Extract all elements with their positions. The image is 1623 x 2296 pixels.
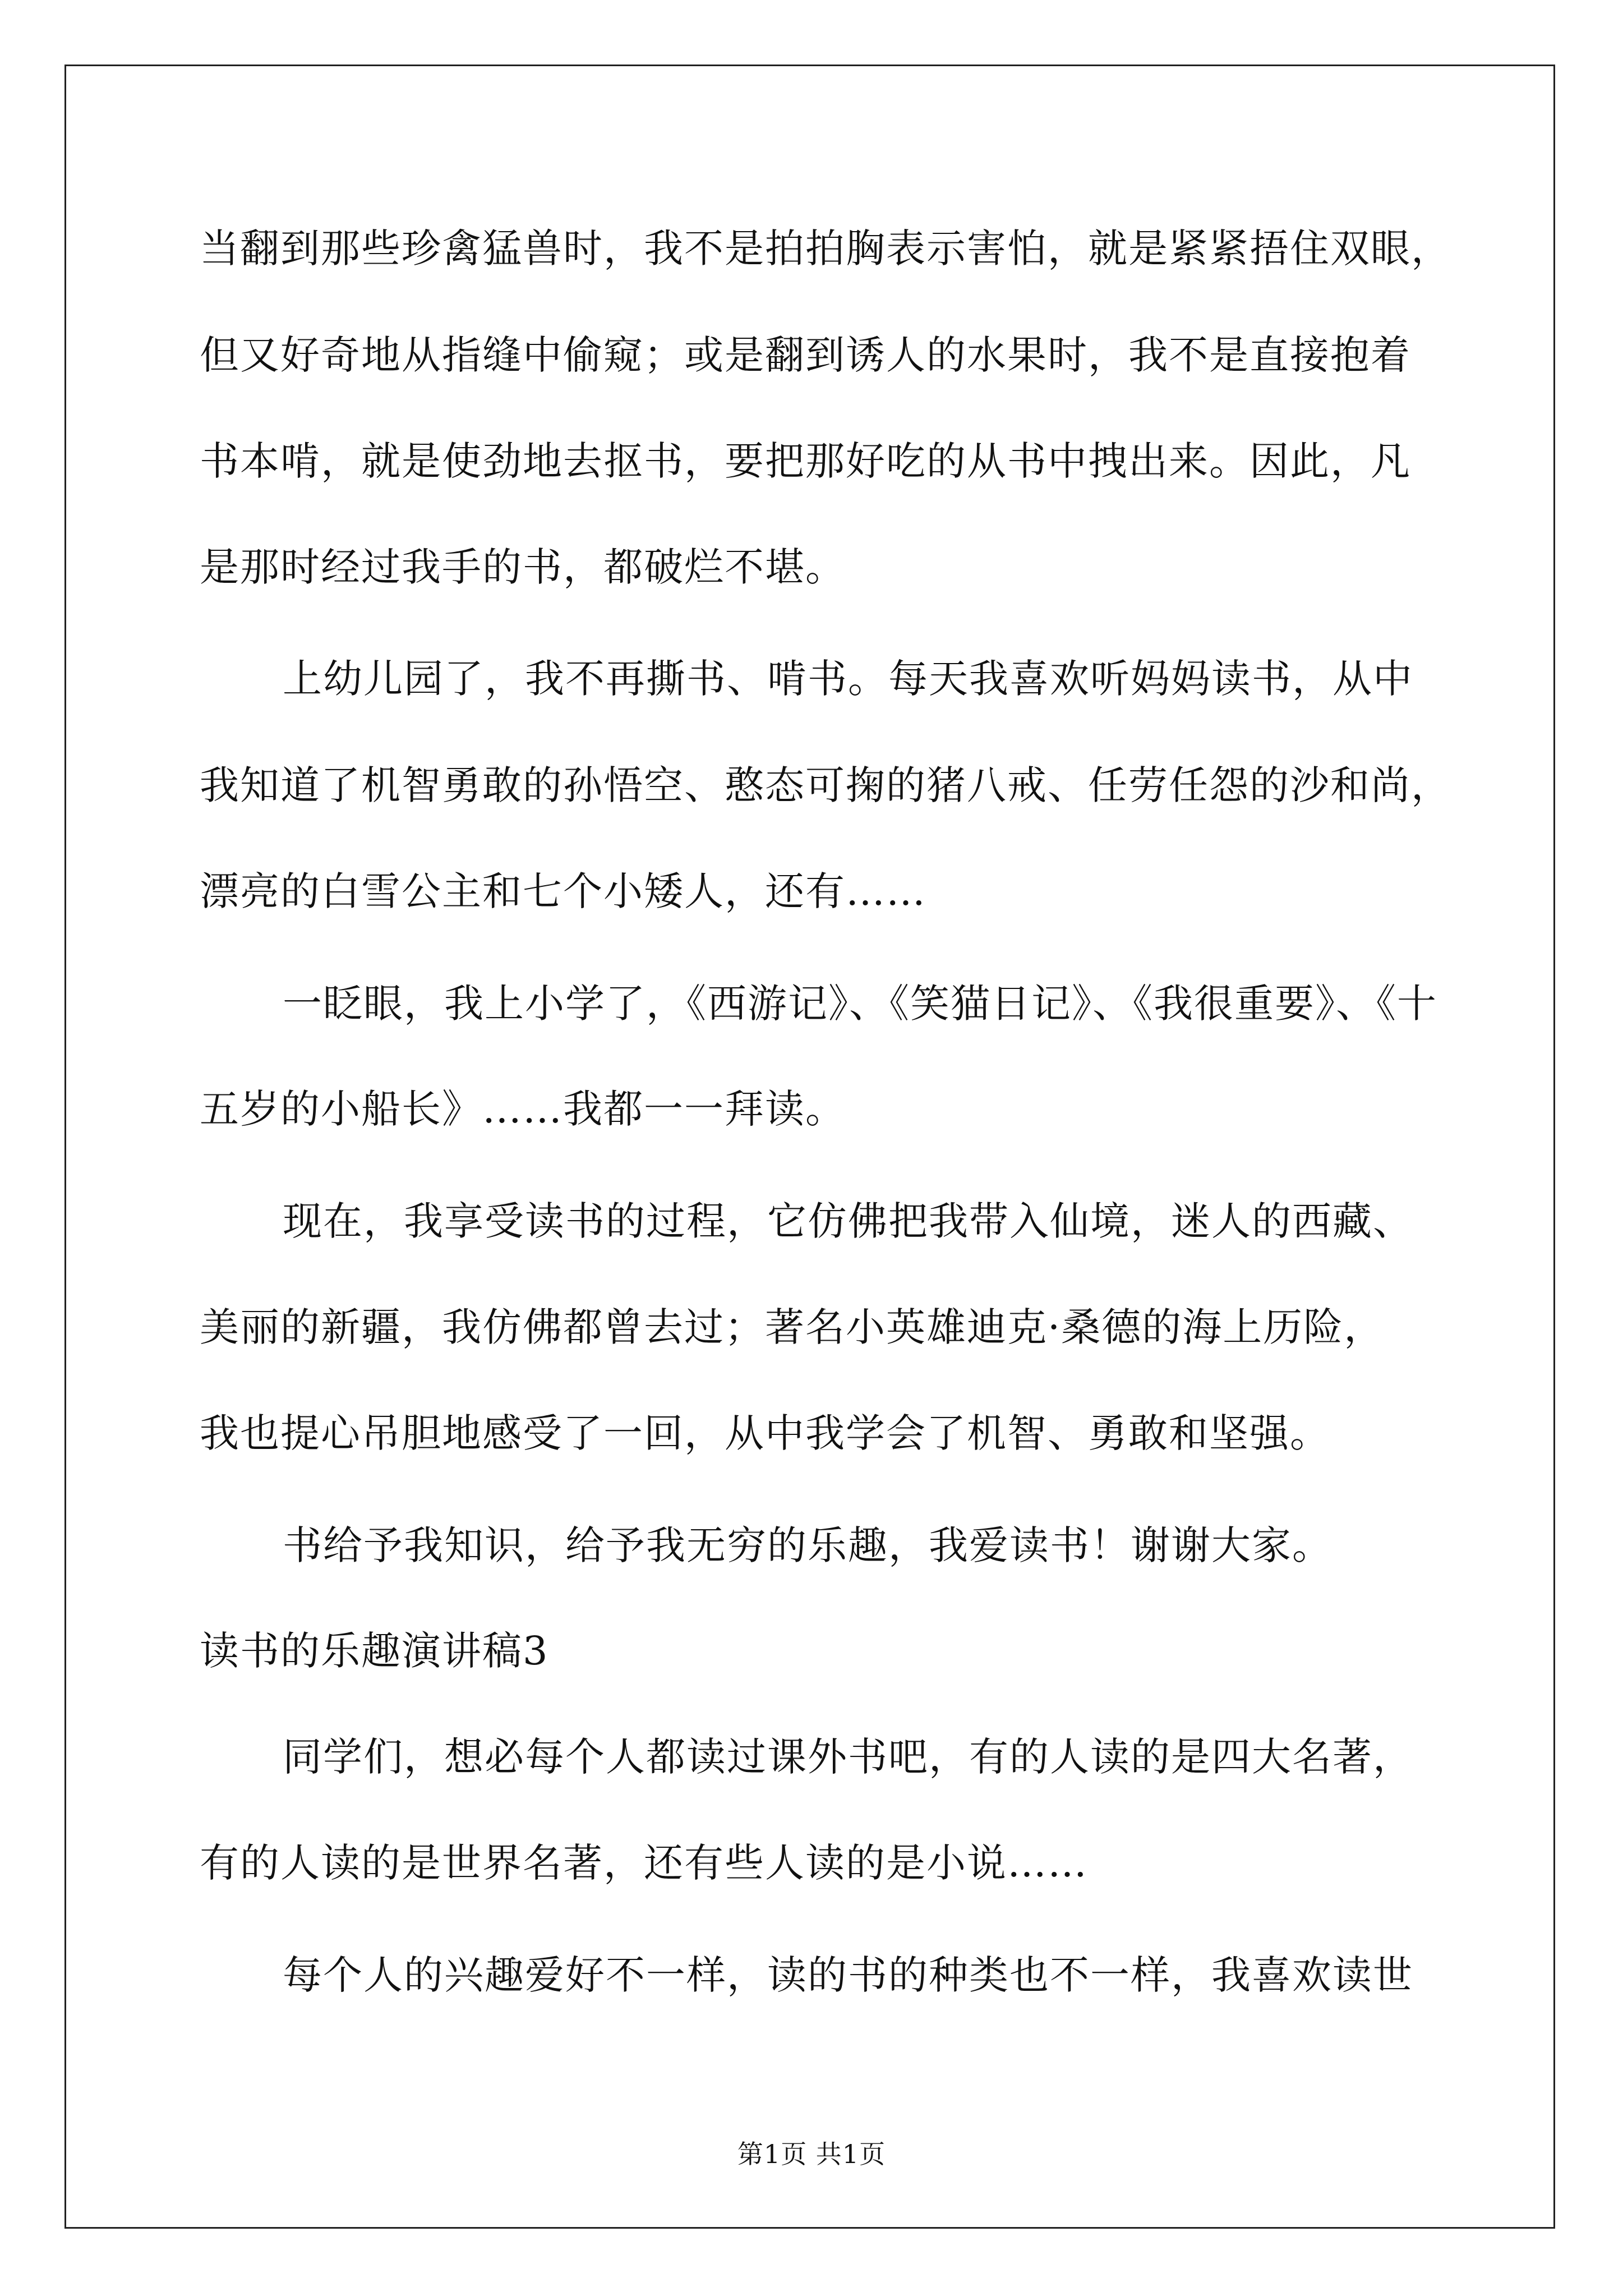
text-line: 五岁的小船长》……我都一一拜读。 <box>200 1086 846 1132</box>
text-line: 书给予我知识，给予我无穷的乐趣，我爱读书！谢谢大家。 <box>283 1522 1332 1568</box>
text-line: 同学们，想必每个人都读过课外书吧，有的人读的是四大名著， <box>283 1734 1413 1780</box>
text-line: 一眨眼，我上小学了，《西游记》、《笑猫日记》、《我很重要》、《十 <box>283 981 1437 1027</box>
page-footer: 第1页 共1页 <box>737 2139 886 2169</box>
text-line: 有的人读的是世界名著，还有些人读的是小说…… <box>200 1840 1088 1886</box>
text-line: 每个人的兴趣爱好不一样，读的书的种类也不一样，我喜欢读世 <box>283 1952 1413 1998</box>
text-line: 现在，我享受读书的过程，它仿佛把我带入仙境，迷人的西藏、 <box>283 1198 1413 1244</box>
text-line: 但又好奇地从指缝中偷窥；或是翻到诱人的水果时，我不是直接抱着 <box>200 332 1411 378</box>
text-line: 漂亮的白雪公主和七个小矮人，还有…… <box>200 868 926 914</box>
text-line: 上幼儿园了，我不再撕书、啃书。每天我喜欢听妈妈读书，从中 <box>283 656 1413 702</box>
text-line: 是那时经过我手的书，都破烂不堪。 <box>200 544 846 590</box>
text-line: 我知道了机智勇敢的孙悟空、憨态可掬的猪八戒、任劳任怨的沙和尚， <box>200 762 1451 808</box>
text-line: 当翻到那些珍禽猛兽时，我不是拍拍胸表示害怕，就是紧紧捂住双眼， <box>200 226 1451 272</box>
text-line: 书本啃，就是使劲地去抠书，要把那好吃的从书中拽出来。因此，凡 <box>200 438 1411 484</box>
page-border <box>64 65 1555 2229</box>
section-heading: 读书的乐趣演讲稿3 <box>200 1628 549 1674</box>
text-line: 我也提心吊胆地感受了一回，从中我学会了机智、勇敢和坚强。 <box>200 1410 1330 1456</box>
text-line: 美丽的新疆，我仿佛都曾去过；著名小英雄迪克·桑德的海上历险， <box>200 1304 1385 1350</box>
